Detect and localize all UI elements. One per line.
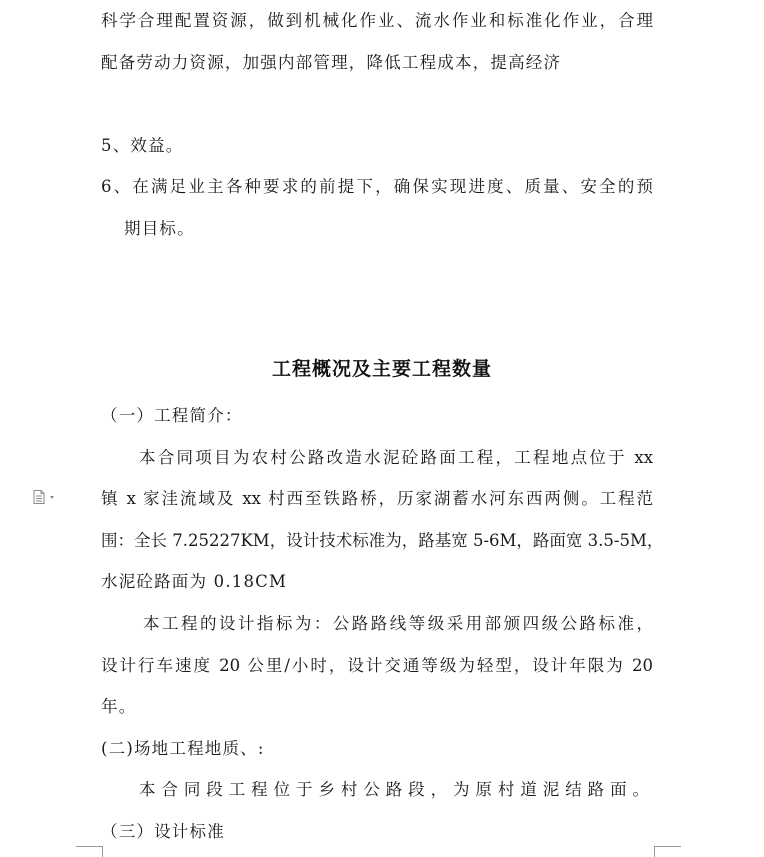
list-item-6: 6、在满足业主各种要求的前提下，确保实现进度、质量、安全的预 bbox=[101, 177, 653, 196]
paragraph1-line-4: 水泥砼路面为 0.18CM bbox=[101, 572, 288, 591]
section2-paragraph: 本合同段工程位于乡村公路段，为原村道泥结路面。 bbox=[139, 780, 649, 799]
list-item-6-continued: 期目标。 bbox=[124, 219, 195, 238]
page-corner-marker-left bbox=[76, 846, 103, 857]
section2-title: (二)场地工程地质、: bbox=[101, 739, 265, 758]
paragraph2-line-1: 本工程的设计指标为：公路路线等级采用部颁四级公路标准， bbox=[143, 614, 653, 633]
paragraph1-line-3: 围：全长 7.25227KM，设计技术标准为，路基宽 5-6M，路面宽 3.5-5M， bbox=[101, 531, 664, 550]
list-item-5: 5、效益。 bbox=[101, 136, 184, 155]
document-options-icon[interactable] bbox=[33, 489, 59, 503]
text-line-1: 科学合理配置资源，做到机械化作业、流水作业和标准化作业，合理 bbox=[101, 11, 653, 30]
section3-title: （三）设计标准 bbox=[101, 822, 225, 841]
text-line-2: 配备劳动力资源，加强内部管理，降低工程成本，提高经济 bbox=[101, 53, 562, 72]
section1-title: （一）工程简介： bbox=[101, 406, 243, 425]
paragraph2-line-2: 设计行车速度 20 公里/小时，设计交通等级为轻型，设计年限为 20 bbox=[101, 656, 653, 675]
paragraph1-line-1: 本合同项目为农村公路改造水泥砼路面工程，工程地点位于 xx bbox=[139, 448, 653, 467]
section-heading: 工程概况及主要工程数量 bbox=[271, 358, 492, 380]
paragraph2-line-3: 年。 bbox=[101, 697, 137, 716]
paragraph1-line-2: 镇 x 家洼流域及 xx 村西至铁路桥，历家湖蓄水河东西两侧。工程范 bbox=[101, 489, 653, 508]
page-corner-marker-right bbox=[654, 846, 681, 857]
